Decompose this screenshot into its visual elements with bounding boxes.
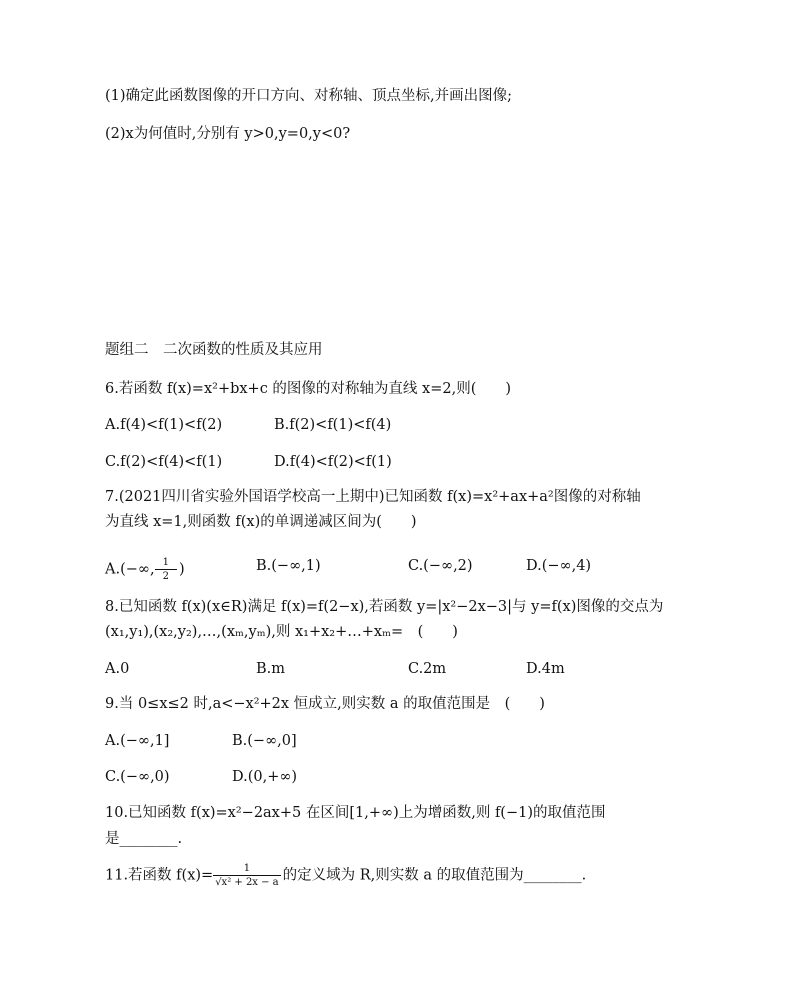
group-title: 题组二 二次函数的性质及其应用 bbox=[105, 342, 323, 358]
q7-option-b[interactable]: B.(−∞,1) bbox=[256, 558, 321, 574]
q6-option-d[interactable]: D.f(4)<f(2)<f(1) bbox=[274, 454, 392, 470]
q11-fraction-numerator: 1 bbox=[213, 862, 280, 876]
q11-stem bbox=[105, 862, 586, 896]
q7-stem-line2: 为直线 x=1,则函数 f(x)的单调递减区间为( ) bbox=[105, 514, 417, 530]
q7-option-a-prefix: A.(−∞, bbox=[105, 561, 155, 578]
q7-option-c[interactable]: C.(−∞,2) bbox=[408, 558, 473, 574]
q7-option-a-fraction bbox=[155, 556, 177, 583]
q11-fraction-denominator: √x² + 2x − a bbox=[215, 877, 279, 888]
q8-stem-line2: (x₁,y₁),(x₂,y₂),…,(xₘ,yₘ),则 x₁+x₂+…+xₘ= ( ) bbox=[105, 624, 458, 640]
q6-option-b[interactable]: B.f(2)<f(1)<f(4) bbox=[274, 417, 392, 433]
q8-stem-line1: 8.已知函数 f(x)(x∈R)满足 f(x)=f(2−x),若函数 y=|x²−2x−3|与 y=f(x)图像的交点为 bbox=[105, 599, 664, 615]
part1-text: (1)确定此函数图像的开口方向、对称轴、顶点坐标,并画出图像; bbox=[105, 88, 513, 104]
q11-suffix: 的定义域为 R,则实数 a 的取值范围为________. bbox=[282, 867, 587, 884]
q9-option-a[interactable]: A.(−∞,1] bbox=[105, 733, 170, 749]
q8-option-c[interactable]: C.2m bbox=[408, 661, 447, 677]
q7-option-d[interactable]: D.(−∞,4) bbox=[526, 558, 592, 574]
q11-fraction bbox=[213, 862, 280, 889]
q11-prefix: 11.若函数 f(x)= bbox=[105, 867, 214, 884]
q8-option-d[interactable]: D.4m bbox=[526, 661, 565, 677]
q7-fraction-denominator: 2 bbox=[162, 571, 169, 582]
q8-option-b[interactable]: B.m bbox=[256, 661, 286, 677]
q8-option-a[interactable]: A.0 bbox=[105, 661, 130, 677]
q6-option-a[interactable]: A.f(4)<f(1)<f(2) bbox=[105, 417, 223, 433]
q6-option-c[interactable]: C.f(2)<f(4)<f(1) bbox=[105, 454, 223, 470]
q7-stem-line1: 7.(2021四川省实验外国语学校高一上期中)已知函数 f(x)=x²+ax+a²图像的对称轴 bbox=[105, 489, 641, 505]
q6-stem: 6.若函数 f(x)=x²+bx+c 的图像的对称轴为直线 x=2,则( ) bbox=[105, 381, 512, 397]
q9-option-c[interactable]: C.(−∞,0) bbox=[105, 769, 170, 785]
q9-option-d[interactable]: D.(0,+∞) bbox=[232, 769, 298, 785]
q7-fraction-numerator: 1 bbox=[155, 556, 177, 570]
q9-option-b[interactable]: B.(−∞,0] bbox=[232, 733, 297, 749]
q7-option-a[interactable] bbox=[105, 556, 185, 583]
q9-stem: 9.当 0≤x≤2 时,a<−x²+2x 恒成立,则实数 a 的取值范围是 ( ) bbox=[105, 696, 545, 712]
q10-stem-line2: 是________. bbox=[105, 831, 183, 847]
q7-option-a-suffix: ) bbox=[178, 561, 185, 578]
q10-stem-line1: 10.已知函数 f(x)=x²−2ax+5 在区间[1,+∞)上为增函数,则 f(−1)的取值范围 bbox=[105, 805, 606, 821]
part2-text: (2)x为何值时,分别有 y>0,y=0,y<0? bbox=[105, 126, 351, 142]
